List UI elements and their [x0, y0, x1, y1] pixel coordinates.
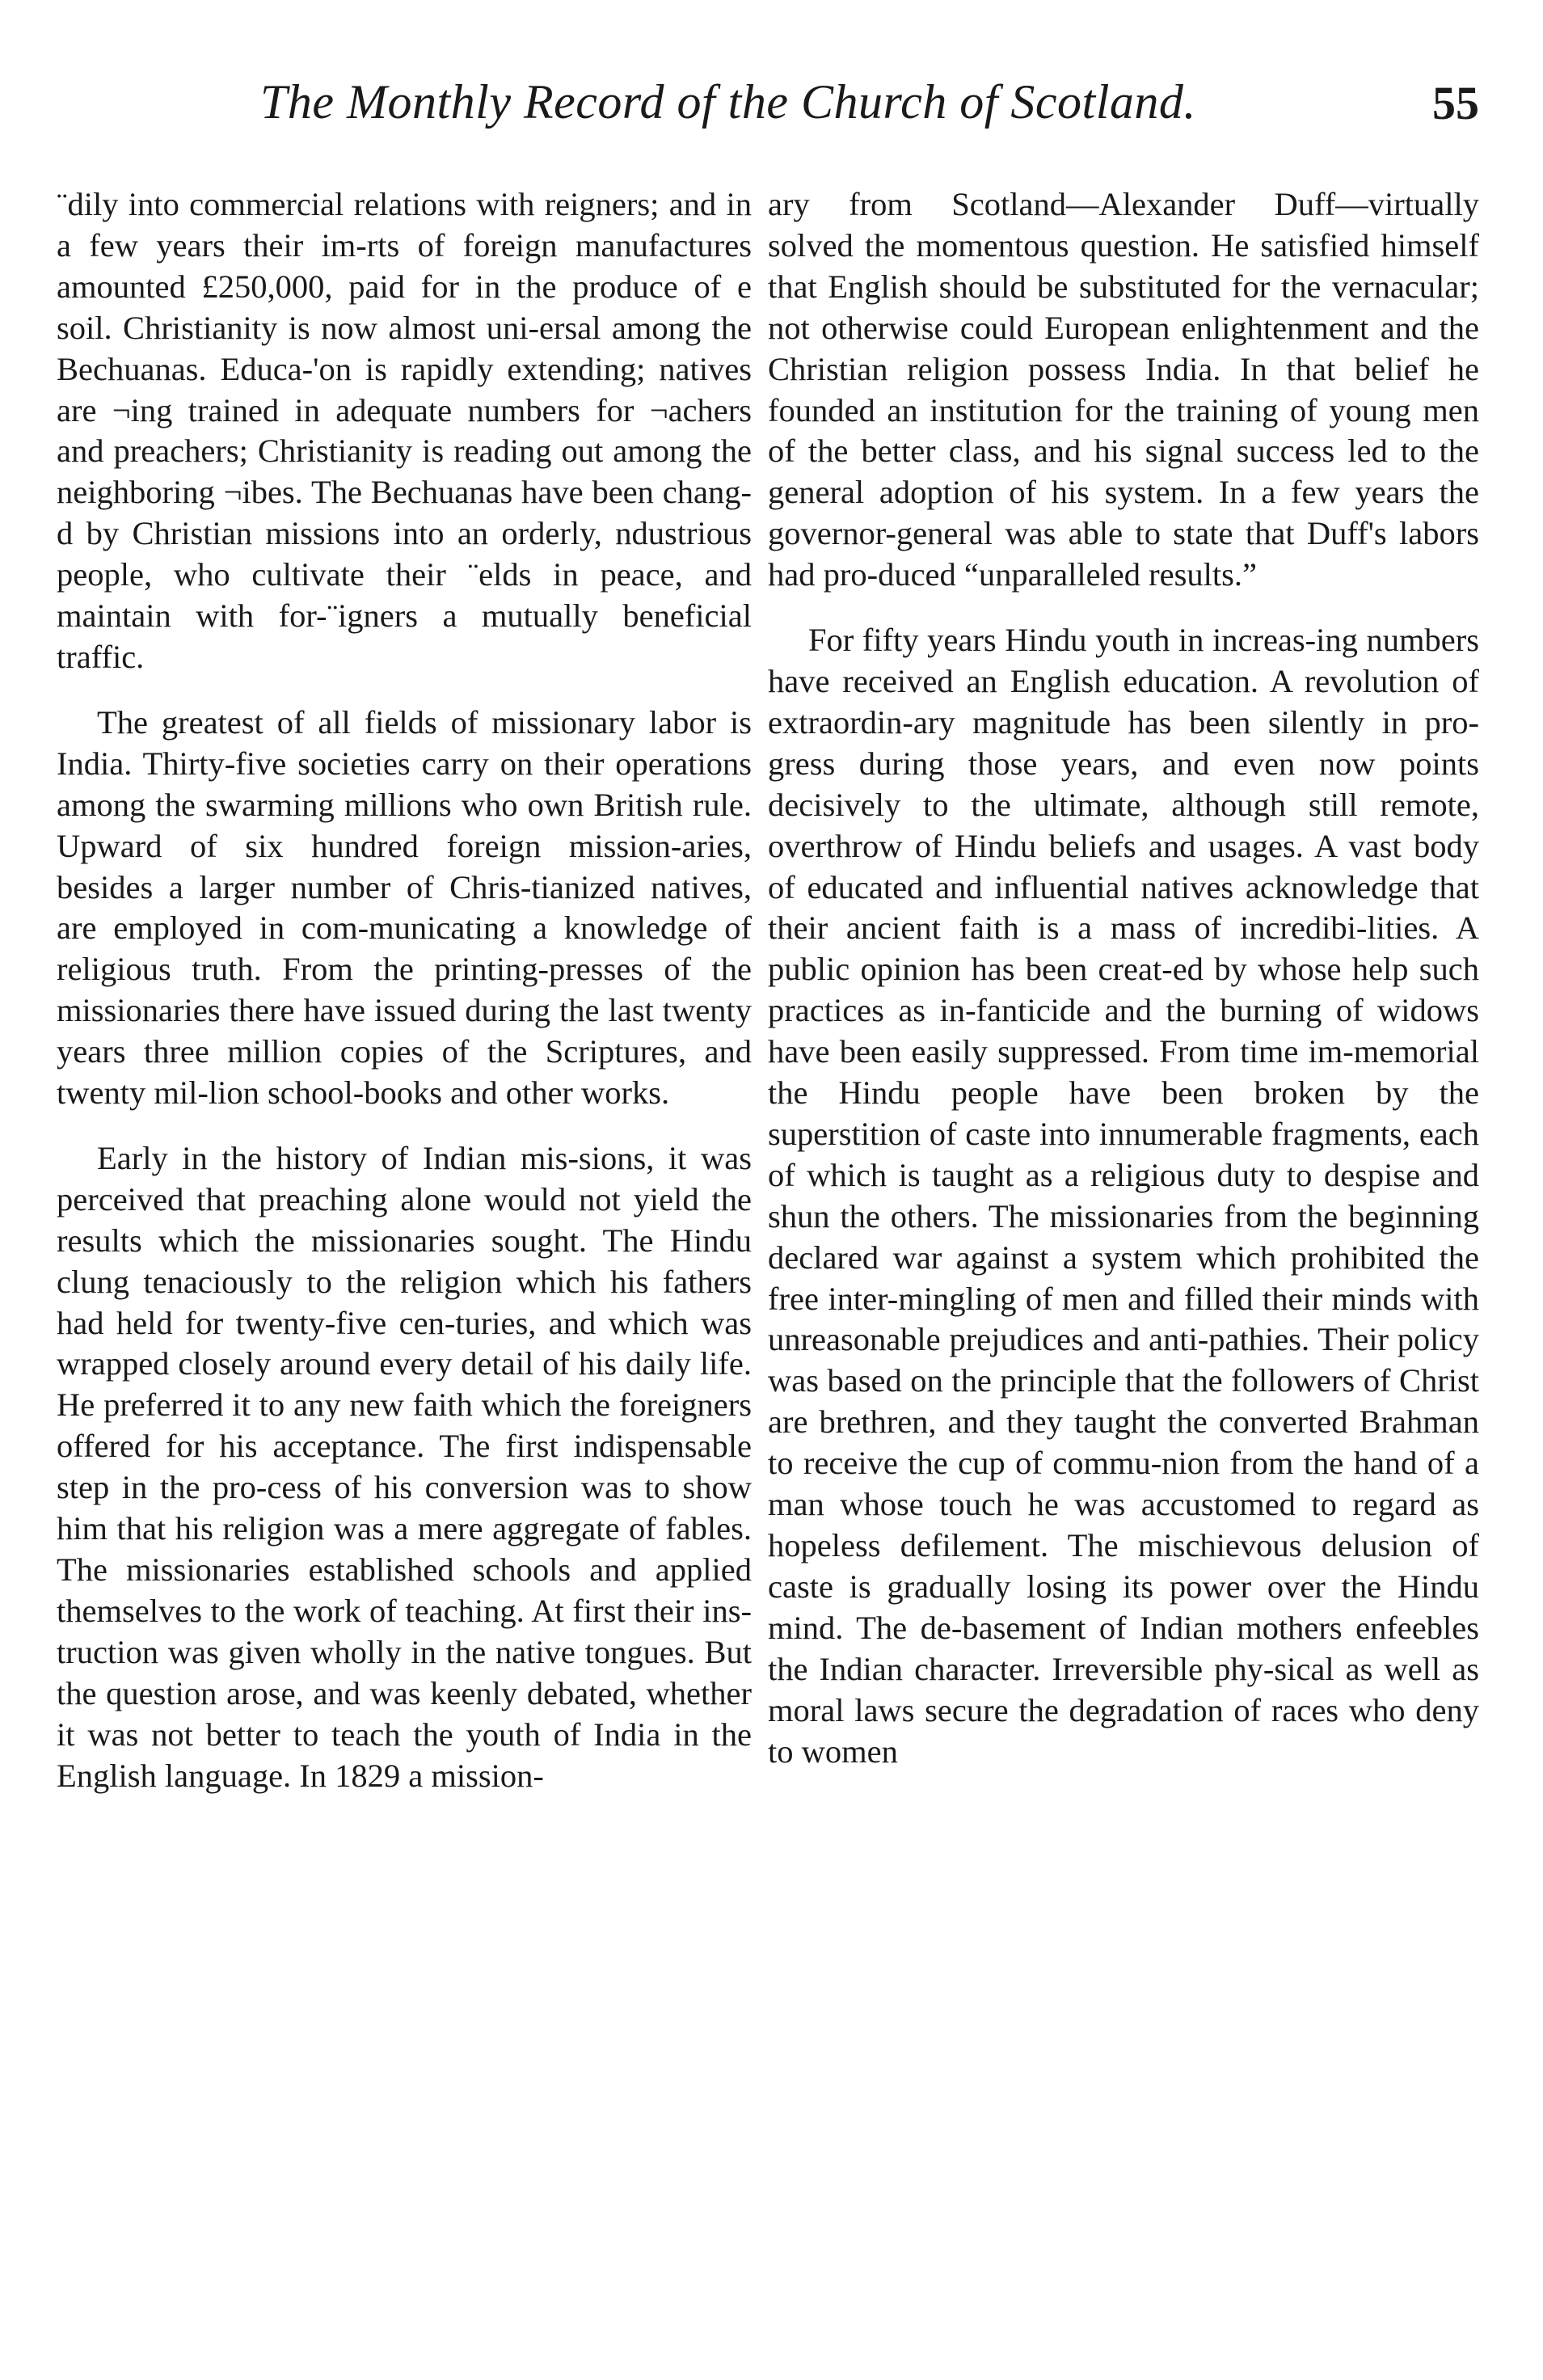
paragraph-early-history: Early in the history of Indian mis-sions, it was perceived that preaching alone would not yield the results which the missionaries sought. The Hindu clung tenaciously to the religion which his fathers had held for twenty-five cen-turies, and which was wrapped closely around every detail of his daily life. He preferred it to any new faith which the foreigners offered for his acceptance. The first indispensable step in the pro-cess of his conversion was to show him that his religion was a mere aggregate of fables. The missionaries established schools and applied themselves to the work of teaching. At first their ins-truction was given wholly in the native tongues. But the question arose, and was keenly debated, whether it was not better to teach the youth of India in the English language. In 1829 a mission- — [57, 1139, 752, 1794]
running-title: The Monthly Record of the Church of Scotland. — [260, 75, 1196, 129]
left-column — [57, 184, 752, 1796]
paragraph-india-missions: The greatest of all fields of missionary labor is India. Thirty-five societies carry on their operations among the swarming millions who own British rule. Upward of six hundred foreign mission-aries, besides a larger number of Chris-tianized natives, are employed in com-municating a knowledge of religious truth. From the printing-presses of the missionaries there have issued during the last twenty years three million copies of the Scriptures, and twenty mil-lion school-books and other works. — [57, 703, 752, 1112]
paragraph-hindu-youth: For fifty years Hindu youth in increas-ing numbers have received an English education. A revolution of extraordin-ary magnitude has been silently in pro-gress during those years, and even now points decisively to the ultimate, although still remote, overthrow of Hindu beliefs and usages. A vast body of educated and influential natives acknowledge that their ancient faith is a mass of incredibi-lities. A public opinion has been creat-ed by whose help such practices as in-fanticide and the burning of widows have been easily suppressed. From time im-memorial the Hindu people have been broken by the superstition of caste into innumerable fragments, each of which is taught as a religious duty to despise and shun the others. The missionaries from the beginning declared war against a system which prohibited the free inter-mingling of men and filled their minds with unreasonable prejudices and anti-pathies. Their policy was based on the principle that the followers of Christ are brethren, and they taught the converted Brahman to receive the cup of commu-nion from the hand of a man whose touch he was accustomed to regard as hopeless defilement. The mischievous delusion of caste is gradually losing its power over the Hindu mind. The de-basement of Indian mothers enfeebles the Indian character. Irreversible phy-sical as well as moral laws secure the degradation of races who deny to women — [768, 622, 1479, 1770]
paragraph-alexander-duff: ary from Scotland—Alexander Duff—virtually solved the momentous question. He satisfied himself that English should be substituted for the vernacular; not otherwise could European enlightenment and the Christian religion possess India. In that belief he founded an institution for the training of young men of the better class, and his signal success led to the general adoption of his system. In a few years the governor-general was able to state that Duff's labors had pro-duced “unparalleled results.” — [768, 186, 1479, 593]
right-column — [768, 184, 1479, 1772]
paragraph-bechuanas: ¨dily into commercial relations with reigners; and in a few years their im-rts of foreign manufactures amounted £250,000, paid for in the produce of e soil. Christianity is now almost uni-ersal among the Bechuanas. Educa-'on is rapidly extending; natives are ¬ing trained in adequate numbers for ¬achers and preachers; Christianity is reading out among the neighboring ¬ibes. The Bechuanas have been chang-d by Christian missions into an orderly, ndustrious people, who cultivate their ¨elds in peace, and maintain with for-¨igners a mutually beneficial traffic. — [57, 186, 752, 675]
page-header — [48, 74, 1479, 147]
page-number: 55 — [1432, 77, 1479, 129]
